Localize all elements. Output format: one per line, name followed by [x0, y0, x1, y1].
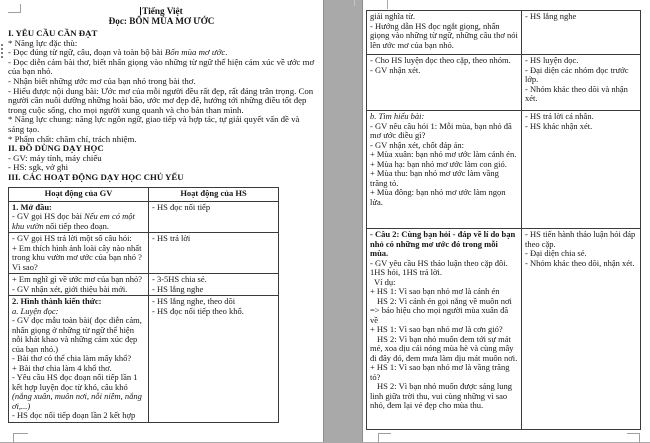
paragraph: [12, 373, 145, 411]
paragraph: - Nhận biết những ước mơ của bạn nhỏ trong bài thơ.: [8, 75, 196, 86]
paragraph: - 3-5HS chia sẻ.: [152, 274, 207, 284]
section-heading: II. ĐỒ DÙNG DẠY HỌC: [8, 143, 104, 154]
paragraph: - GV yêu cầu HS thảo luận theo cặp đôi. 1HS hỏi, 1HS trả lời.: [370, 257, 508, 277]
activity-title: 1. Mở đầu:: [12, 201, 52, 212]
paragraph: - HS khác nhận xét.: [525, 120, 593, 131]
hs-cell: [522, 55, 641, 111]
activity-title: - Câu 2: Cùng bạn hỏi - đáp về lí do bạn nhỏ có những mơ ước đó trong mỗi mùa.: [370, 229, 516, 258]
hs-cell: [149, 201, 279, 233]
col-header-gv: Hoạt động của GV: [9, 187, 149, 201]
activities-table-left: [8, 187, 279, 423]
paragraph: * Phẩm chất: chăm chỉ, trách nhiệm.: [8, 133, 137, 144]
paragraph: HS 2: Vì bạn nhỏ muốn đem tới sự mát mẻ, xoa dịu cái nóng mùa hè và cùng mây đi đây đó, đem mưa làm dịu mát muôn nơi.: [370, 333, 518, 363]
table-row: [9, 274, 279, 296]
activities-table-right: [366, 10, 641, 430]
gv-cell: [9, 233, 149, 274]
paragraph: - HS đọc nối tiếp theo khổ.: [152, 305, 244, 316]
paragraph: - GV nhận xét, giới thiệu bài mới.: [12, 283, 128, 294]
document-heading: [0, 0, 323, 26]
section-heading: I. YÊU CẦU CẦN ĐẠT: [8, 28, 98, 38]
paragraph: - HS đọc nối tiếp: [152, 201, 211, 212]
table-row: [9, 296, 279, 423]
paragraph: - Đọc diễn cảm bài thơ, biết nhấn giọng vào những từ ngữ thể hiện cảm xúc về ước mơ của bạn nhỏ.: [8, 56, 315, 77]
gv-cell: [9, 201, 149, 233]
crop-mark-icon: [354, 0, 355, 6]
paragraph: + HS 1: Vì sao bạn nhỏ mơ là vầng trăng tỏ?: [370, 362, 510, 382]
paragraph: - Nhóm khác theo dõi và nhận xét.: [525, 83, 628, 103]
table-row: [367, 229, 641, 430]
paragraph: * Năng lực chung: năng lực ngôn ngữ, giao tiếp và hợp tác, tự giải quyết vấn đề và sáng tạo.: [8, 114, 300, 134]
paragraph: - HS đọc nối tiếp đoạn lần 2 kết hợp: [12, 410, 136, 420]
paragraph: - GV nhận xét, chốt đáp án:: [370, 139, 465, 150]
crop-mark-icon: [8, 4, 21, 13]
paragraph: - Đại diện các nhóm đọc trước lớp.: [525, 64, 629, 84]
paragraph: - HS lắng nghe: [152, 283, 204, 294]
gv-cell: [367, 229, 522, 430]
table-row: [9, 201, 279, 233]
revision-dots-icon: [1, 44, 3, 58]
gv-cell: [367, 55, 522, 111]
paragraph: giải nghĩa từ.: [370, 11, 415, 21]
activity-subtitle: a. Luyện đọc:: [12, 305, 59, 316]
paragraph: - HS lắng nghe: [525, 11, 577, 21]
gv-cell: [9, 274, 149, 296]
paragraph: - Bài thơ có thể chia làm mấy khổ?: [12, 353, 132, 363]
paragraph: - Nhóm khác theo dõi, nhận xét.: [525, 257, 635, 268]
paragraph: - GV gọi HS trả lời một số câu hỏi:: [12, 233, 132, 243]
paragraph: [12, 212, 145, 231]
hs-cell: [149, 274, 279, 296]
paragraph: - GV nhận xét.: [370, 64, 421, 75]
paragraph: + HS 1: Vì sao bạn nhỏ mơ là cơn gió?: [370, 324, 503, 334]
paragraph: - HS trả lời: [152, 233, 191, 243]
hs-cell: [522, 11, 641, 55]
activity-subtitle: b. Tìm hiểu bài:: [370, 111, 425, 121]
text-run: nối tiếp theo đoạn.: [43, 220, 109, 231]
table-row: [367, 11, 641, 55]
paragraph: HS 2: Vì cánh én gọi nắng về muôn nơi => báo hiệu cho mọi người mùa xuân đã về: [370, 295, 512, 325]
paragraph: * Năng lực đặc thù:: [8, 37, 78, 48]
paragraph: + Mùa thu: bạn nhỏ mơ ước làm vầng trăng tỏ.: [370, 168, 499, 188]
paragraph: - Hướng dẫn HS đọc ngắt giọng, nhấn giọng vào những từ ngữ, những câu thơ nói lên ước mơ của bạn nhỏ.: [370, 20, 518, 50]
hs-cell: [149, 296, 279, 423]
paragraph: + Mùa đông: bạn nhỏ mơ ước làm ngọn lửa.: [370, 187, 506, 207]
text-run-italic: Bốn mùa mơ ước: [164, 47, 226, 58]
paragraph: - HS luyện đọc.: [525, 55, 579, 65]
paragraph: - GV đọc mẫu toàn bài( đọc diễn cảm, nhấn giọng ở những từ ngữ thể hiện nỗi khát khao và những cảm xúc đẹp của bạn nhỏ.): [12, 315, 142, 354]
hs-cell: [149, 233, 279, 274]
crop-mark-icon: [387, 0, 388, 9]
paragraph: + Em thích hình ảnh loài cây nào nhất trong khu vườn mơ ước của bạn nhỏ ? Vì sao?: [12, 242, 142, 272]
table-header-row: [9, 187, 279, 201]
paragraph: - Cho HS luyện đọc theo cặp, theo nhóm.: [370, 55, 511, 65]
paragraph: HS 2: Vì bạn nhỏ muốn được sáng lung linh giữa trời thu, vui cùng những vì sao nhỏ, đem lại vẻ đẹp cho mùa thu.: [370, 381, 513, 410]
hs-cell: [522, 229, 641, 430]
text-run: - GV gọi HS đọc bài: [12, 211, 85, 221]
gv-cell: [9, 296, 149, 423]
section-heading: III. CÁC HOẠT ĐỘNG DẠY HỌC CHỦ YẾU: [8, 171, 184, 182]
document-page-left[interactable]: [0, 0, 323, 442]
paragraph: - HS trả lời cá nhân.: [525, 111, 594, 121]
text-run: - Yêu cầu HS đọc đoạn nối tiếp lần 1 kết hợp luyện đọc từ khó, câu khó: [12, 372, 138, 392]
paragraph: + Mùa hạ: bạn nhỏ mơ ước làm con gió.: [370, 158, 507, 169]
paragraph: Ví dụ:: [374, 276, 396, 287]
lesson-title: Đọc: BỐN MÙA MƠ ƯỚC: [108, 16, 215, 26]
activity-title: 2. Hình thành kiến thức:: [12, 296, 102, 306]
text-run: - Đọc đúng từ ngữ, câu, đoạn và toàn bộ bài: [8, 47, 165, 58]
paragraph: - GV nêu câu hỏi 1: Mỗi mùa, bạn nhỏ đã mơ ước điều gì?: [370, 120, 512, 140]
document-page-right[interactable]: [363, 0, 650, 442]
subject-text: Tiếng Việt: [142, 6, 183, 16]
gv-cell: [367, 11, 522, 55]
paragraph: + Mùa xuân: bạn nhỏ mơ ước làm cánh én.: [370, 149, 517, 159]
text-run-italic: (nắng xuân, muôn nơi, nỗi niềm, nắng ơi,...): [12, 391, 142, 411]
col-header-hs: Hoạt động của HS: [149, 187, 279, 201]
paragraph: - HS tiến hành thảo luận hỏi đáp theo cặp.: [525, 229, 636, 249]
table-row: [9, 233, 279, 274]
paragraph: - GV: máy tính, máy chiếu: [8, 152, 102, 163]
paragraph: - HS: sgk, vở ghi: [8, 162, 69, 173]
paragraph: + Em nghĩ gì về ước mơ của bạn nhỏ?: [12, 274, 143, 284]
paragraph: + HS 1: Vì sao bạn nhỏ mơ là cánh én: [370, 286, 500, 296]
gv-cell: [367, 111, 522, 229]
table-row: [367, 111, 641, 229]
document-body: [0, 26, 323, 183]
table-row: [367, 55, 641, 111]
subject-title: [0, 6, 323, 16]
hs-cell: [522, 111, 641, 229]
paragraph: - Đại diện chia sẻ.: [525, 248, 587, 258]
text-run-italic: Nếu em có một khu vườn: [12, 211, 135, 231]
paragraph: - Hiểu được nội dung bài: Ước mơ của mỗi người đều rất đẹp, rất đáng trân trọng. Con người cần nuôi dưỡng những hoài bão, ước mơ đẹp đẽ, hướng tới những điều tốt đẹp trong cuộc sống, cho mọi người xung quanh và cho bản than mình.: [8, 85, 314, 115]
paragraph: - HS lắng nghe, theo dõi: [152, 296, 236, 306]
paragraph: + Bài thơ chia làm 4 khổ thơ.: [12, 362, 112, 373]
text-run: .: [225, 47, 228, 58]
